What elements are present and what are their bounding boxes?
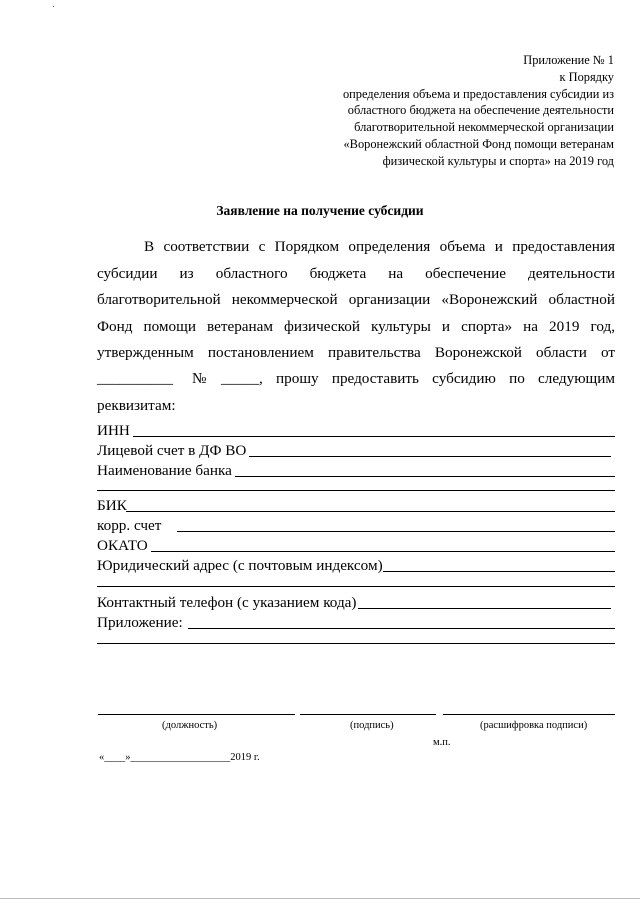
scan-bottom-edge: [0, 898, 640, 899]
attachment-label: Приложение:: [97, 614, 183, 631]
bank-field[interactable]: [235, 476, 615, 477]
document-title: Заявление на получение субсидии: [216, 203, 424, 218]
header-line: областного бюджета на обеспечение деятельности: [347, 103, 614, 118]
number-sign: №: [192, 370, 207, 387]
okato-label: ОКАТО: [97, 537, 148, 554]
scan-mark: [53, 6, 54, 7]
body-line: В соответствии с Порядком определения объема и предоставления: [144, 238, 615, 255]
number-blank[interactable]: _____,: [221, 370, 263, 387]
position-line[interactable]: [98, 714, 295, 715]
appendix-header: [284, 52, 614, 170]
date-blank[interactable]: __________: [97, 370, 173, 387]
corr-account-label: корр. счет: [97, 517, 162, 534]
bik-label: БИК: [97, 497, 127, 514]
okato-field[interactable]: [151, 551, 615, 552]
address-field-continuation[interactable]: [97, 586, 615, 587]
body-line: реквизитам:: [97, 397, 176, 414]
inn-field[interactable]: [133, 436, 615, 437]
body-line: субсидии из областного бюджета на обеспечение деятельности: [97, 265, 615, 282]
bank-field-continuation[interactable]: [97, 490, 615, 491]
header-line: «Воронежский областной Фонд помощи ветеранам: [343, 136, 614, 151]
header-line: к Порядку: [559, 69, 614, 84]
decode-line[interactable]: [443, 714, 615, 715]
stamp-place: м.п.: [433, 737, 451, 748]
signature-caption: (подпись): [350, 720, 394, 731]
phone-field[interactable]: [358, 608, 611, 609]
body-line: благотворительной некоммерческой организации «Воронежский областной: [97, 291, 615, 308]
attachment-field[interactable]: [188, 628, 615, 629]
decode-caption: (расшифровка подписи): [480, 720, 588, 731]
account-field[interactable]: [249, 456, 611, 457]
inn-label: ИНН: [97, 422, 130, 439]
corr-account-field[interactable]: [177, 531, 615, 532]
header-line: физической культуры и спорта» на 2019 год: [382, 153, 614, 168]
bik-field[interactable]: [126, 511, 615, 512]
body-line: прошу предоставить субсидию по следующим: [276, 370, 615, 387]
header-line: благотворительной некоммерческой организации: [354, 120, 614, 135]
date-line[interactable]: «____»___________________2019 г.: [99, 752, 260, 763]
address-field[interactable]: [383, 571, 615, 572]
signature-line[interactable]: [300, 714, 436, 715]
attachment-field-continuation[interactable]: [97, 643, 615, 644]
header-line: Приложение № 1: [523, 53, 614, 67]
account-label: Лицевой счет в ДФ ВО: [97, 442, 247, 459]
body-line: утвержденным постановлением правительства Воронежской области от: [97, 344, 615, 361]
body-line: Фонд помощи ветеранам физической культуры и спорта» на 2019 год,: [97, 318, 615, 335]
bank-label: Наименование банка: [97, 462, 232, 479]
phone-label: Контактный телефон (с указанием кода): [97, 594, 357, 611]
position-caption: (должность): [162, 720, 218, 731]
header-line: определения объема и предоставления субсидии из: [342, 86, 614, 101]
address-label: Юридический адрес (с почтовым индексом): [97, 557, 383, 574]
